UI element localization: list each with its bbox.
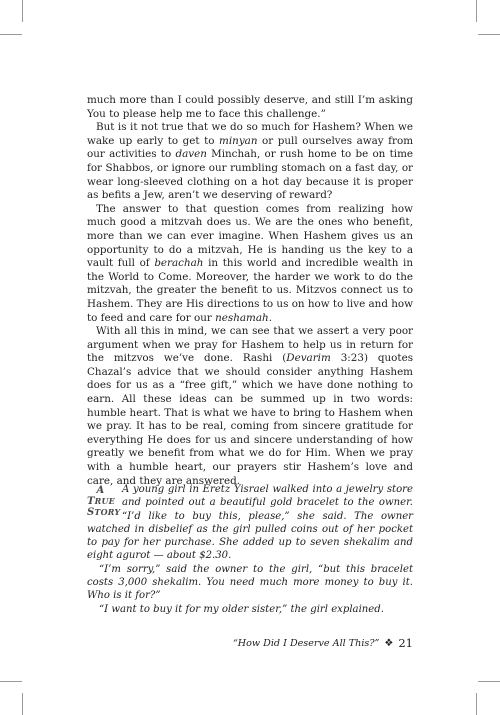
true-story-heading bbox=[87, 485, 121, 518]
heading-line: STORY bbox=[87, 507, 121, 518]
crop-mark bbox=[478, 34, 500, 35]
italic-term: daven bbox=[175, 148, 207, 161]
crop-mark bbox=[22, 0, 23, 22]
paragraph: But is it not true that we do so much for Hashem? When we wake up early to get to minyan or pull ourselves away from our activities to daven Minchah, or rush home to be on time for Shabbos, or ignore our rumbling stomach on a fast day, or wear long-sleeved clothing on a hot day because it is proper as befits a Jew, aren’t we deserving of reward? bbox=[87, 121, 413, 202]
body-text bbox=[87, 94, 413, 488]
running-title: “How Did I Deserve All This?” bbox=[232, 637, 380, 649]
page-footer bbox=[233, 636, 413, 650]
crop-mark bbox=[478, 681, 500, 682]
italic-term: Devarim bbox=[286, 352, 331, 365]
italic-term: minyan bbox=[219, 134, 258, 147]
heading-line: A bbox=[96, 485, 105, 496]
crop-mark bbox=[0, 34, 22, 35]
crop-mark bbox=[22, 693, 23, 715]
crop-mark bbox=[476, 0, 477, 22]
italic-term: berachah bbox=[154, 257, 204, 270]
paragraph: The answer to that question comes from realizing how much good a mitzvah does us. We are the ones who benefit, more than we can ever imagine. When Hashem gives us an opportunity to do a mitzvah, He is handing us the key to a vault full of berachah in this world and incredible wealth in the World to Come. Moreover, the harder we work to do the mitzvah, the greater the benefit to us. Mitzvos connect us to Hashem. They are His directions to us on how to live and how to feed and care for our neshamah. bbox=[87, 202, 413, 324]
crop-mark bbox=[0, 681, 22, 682]
story-paragraph: “I’m sorry,” said the owner to the girl, “but this bracelet costs 3,000 shekalim. You need much more money to buy it. Who is it for?” bbox=[87, 563, 413, 602]
story-paragraph: A young girl in Eretz Yisrael walked into a jewelry store and pointed out a beautiful gold bracelet to the owner. “I’d like to buy this, please,” she said. The owner watched in disbelief as the girl pulled coins out of her pocket to pay for her purchase. She added up to seven shekalim and eight agurot — about $2.30. bbox=[87, 484, 413, 562]
page-number: 21 bbox=[398, 636, 413, 650]
ornament-icon: ❖ bbox=[384, 637, 394, 649]
true-story-sidebar bbox=[87, 483, 413, 616]
story-paragraph: “I want to buy it for my older sister,” the girl explained. bbox=[99, 603, 384, 615]
paragraph: With all this in mind, we can see that we assert a very poor argument when we pray for Hashem to help us in return for the mitzvos we’ve done. Rashi (Devarim 3:23) quotes Chazal’s advice that we should consider anything Hashem does for us as a “free gift,” which we have done nothing to earn. All these ideas can be summed up in two words: humble heart. That is what we have to bring to Hashem when we pray. It has to be real, coming from sincere gratitude for everything He does for us and sincere understanding of how greatly we benefit from what we do for Him. When we pray with a humble heart, our prayers stir Hashem’s love and care, and they are answered. bbox=[87, 325, 413, 487]
italic-term: neshamah bbox=[215, 311, 269, 324]
heading-line: TRUE bbox=[87, 496, 115, 507]
crop-mark bbox=[476, 693, 477, 715]
paragraph: much more than I could possibly deserve, and still I’m asking You to please help me to face this challenge.” bbox=[87, 94, 413, 120]
